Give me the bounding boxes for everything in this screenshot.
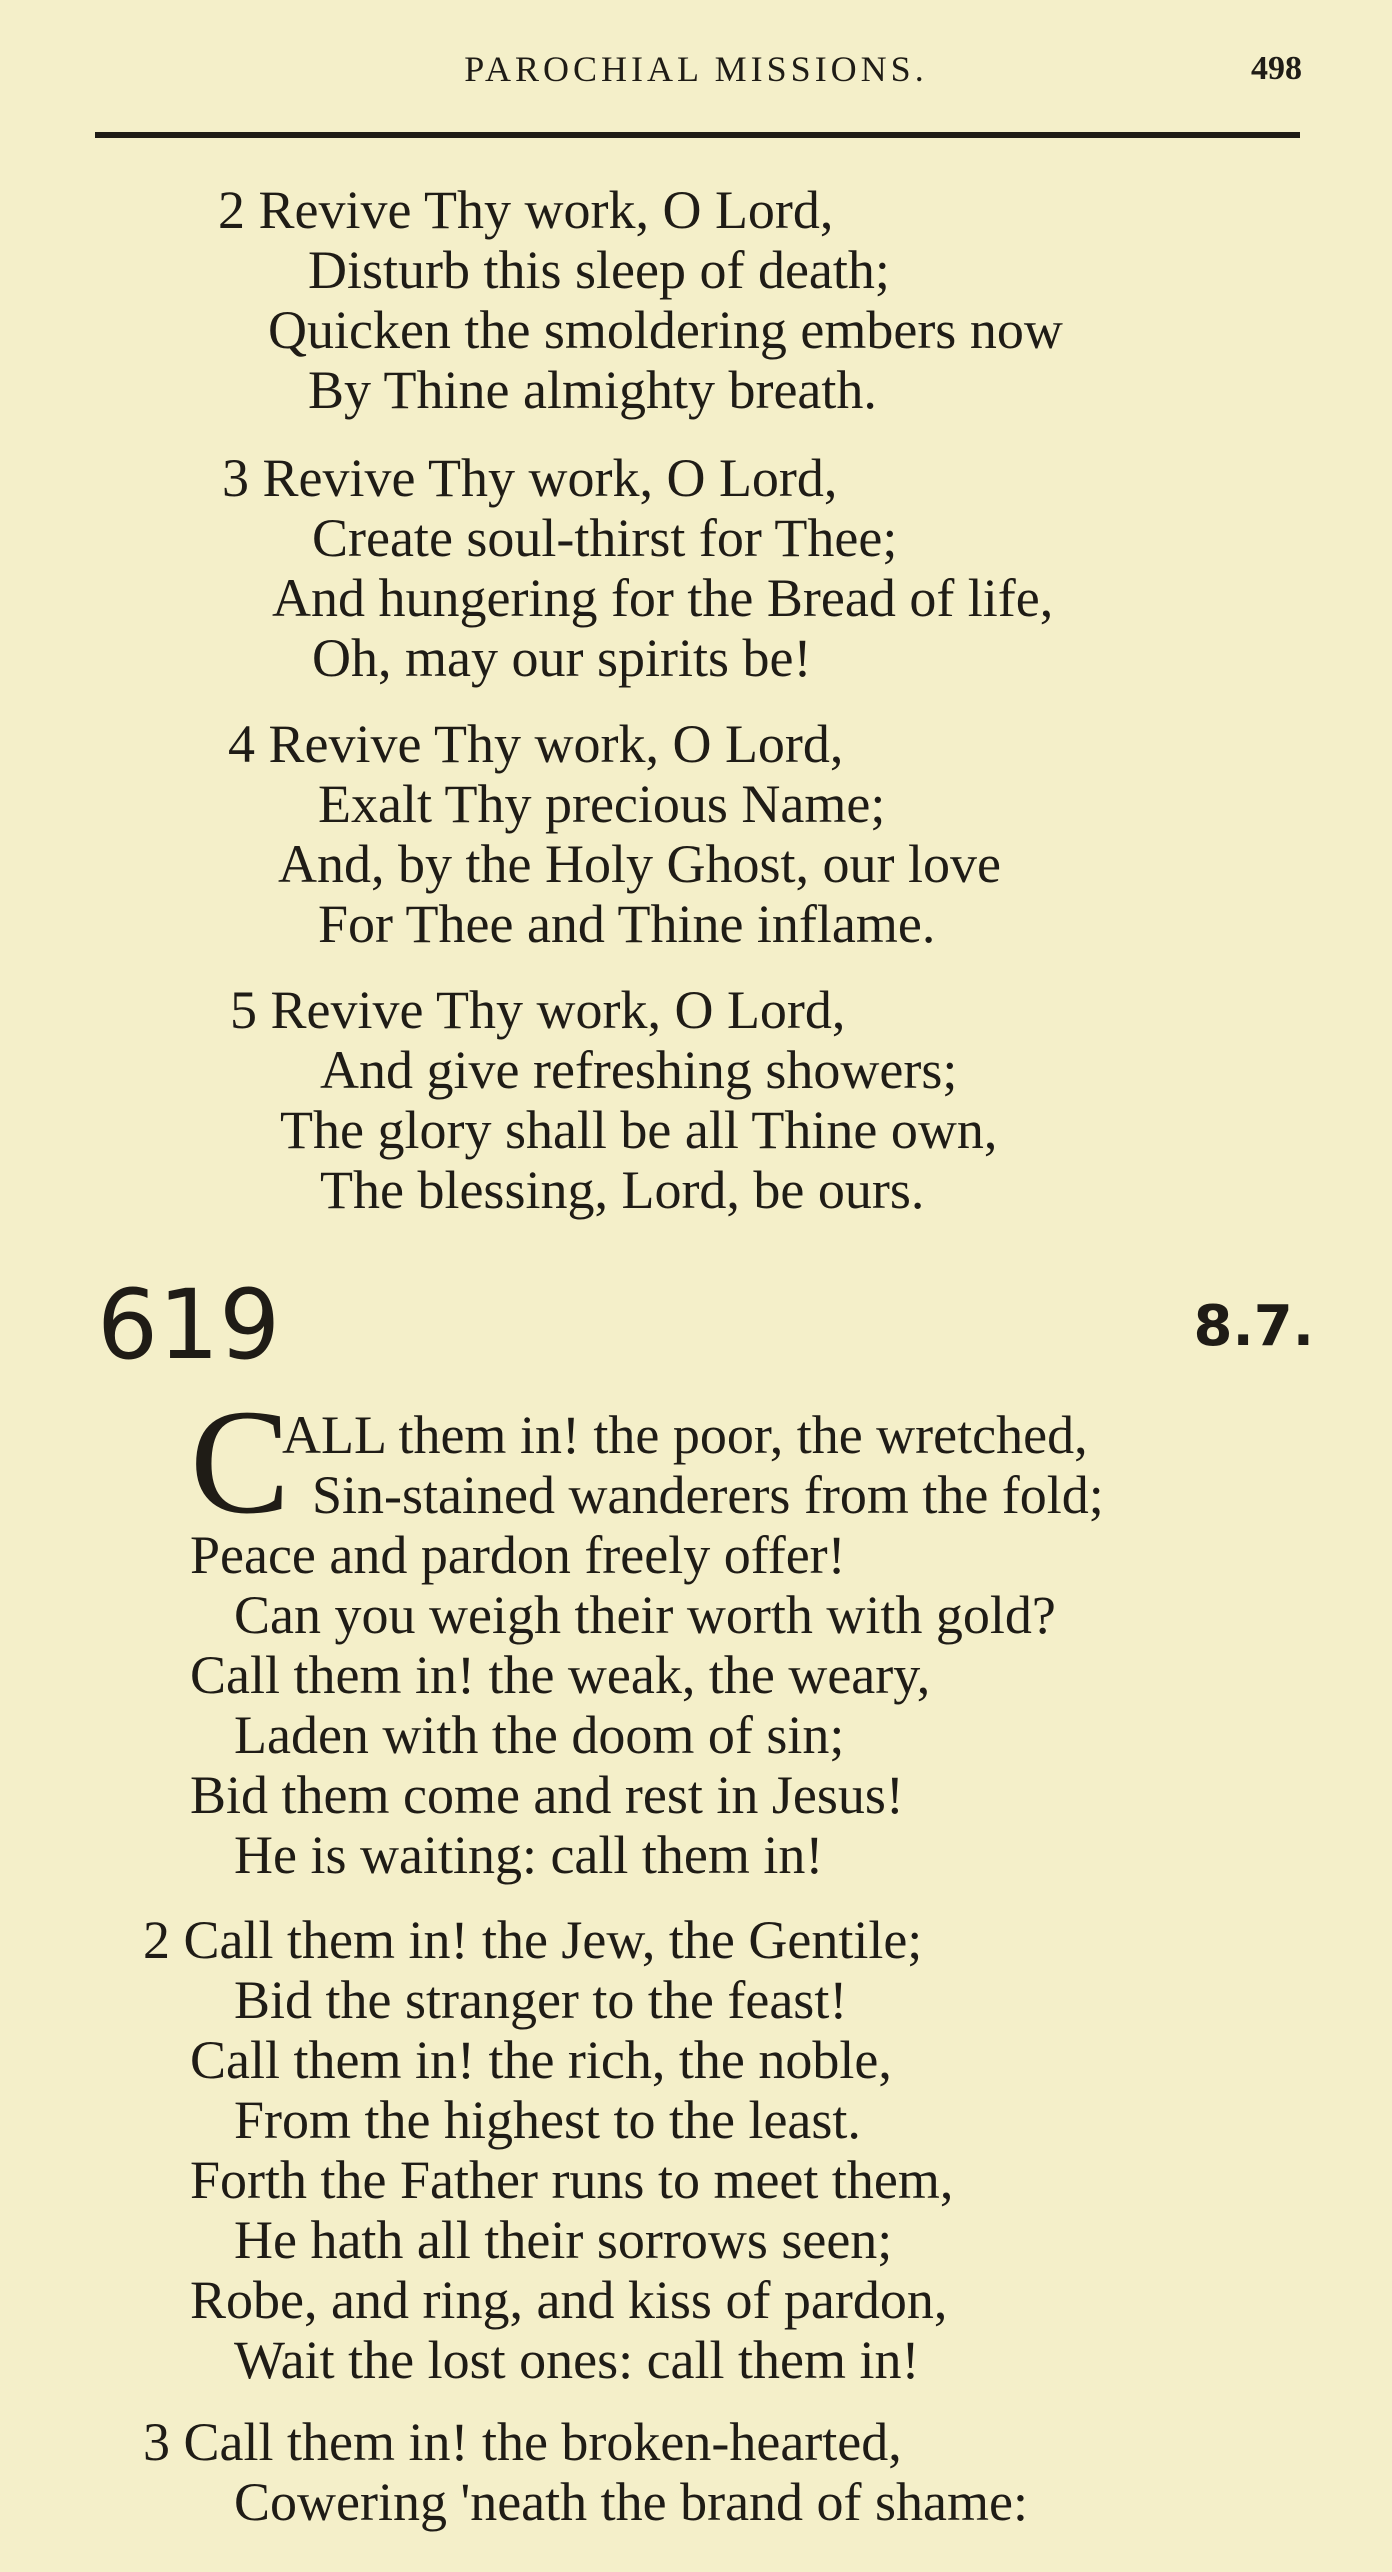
hymn-number: 619 xyxy=(97,1269,281,1381)
hymn-stanza-1-line-1: ALL them in! the poor, the wretched, xyxy=(282,1405,1088,1465)
hymn-stanza-1-line-2: Sin-stained wanderers from the fold; xyxy=(312,1465,1104,1525)
hymn-stanza-3-line-2: Cowering 'neath the brand of shame: xyxy=(234,2472,1028,2532)
hymn-stanza-2-line-7: Robe, and ring, and kiss of pardon, xyxy=(190,2270,948,2330)
hymn-stanza-1-line-7: Bid them come and rest in Jesus! xyxy=(190,1765,904,1825)
stanza-3-line-2: Create soul-thirst for Thee; xyxy=(312,508,898,568)
stanza-5-line-3: The glory shall be all Thine own, xyxy=(280,1100,998,1160)
stanza-2-line-4: By Thine almighty breath. xyxy=(308,360,877,420)
page-number: 498 xyxy=(1251,50,1302,87)
stanza-2-line-2: Disturb this sleep of death; xyxy=(308,240,890,300)
hymn-stanza-2-line-3: Call them in! the rich, the noble, xyxy=(190,2030,892,2090)
running-title: PAROCHIAL MISSIONS. xyxy=(464,49,928,89)
hymn-stanza-3-line-1: 3 Call them in! the broken-hearted, xyxy=(143,2412,902,2472)
running-head xyxy=(0,48,1392,98)
hymn-stanza-2-line-4: From the highest to the least. xyxy=(234,2090,861,2150)
hymn-stanza-1-line-5: Call them in! the weak, the weary, xyxy=(190,1645,931,1705)
hymn-stanza-2-line-2: Bid the stranger to the feast! xyxy=(234,1970,848,2030)
header-rule xyxy=(95,132,1300,138)
stanza-3-line-4: Oh, may our spirits be! xyxy=(312,628,812,688)
hymn-stanza-1-line-6: Laden with the doom of sin; xyxy=(234,1705,845,1765)
stanza-2-line-1: 2 Revive Thy work, O Lord, xyxy=(218,180,834,240)
stanza-5-line-2: And give refreshing showers; xyxy=(320,1040,958,1100)
stanza-4-line-3: And, by the Holy Ghost, our love xyxy=(278,834,1001,894)
drop-cap: C xyxy=(190,1379,291,1545)
stanza-4-line-1: 4 Revive Thy work, O Lord, xyxy=(228,714,844,774)
hymn-stanza-1-line-3: Peace and pardon freely offer! xyxy=(190,1525,846,1585)
hymn-stanza-2-line-5: Forth the Father runs to meet them, xyxy=(190,2150,954,2210)
hymn-stanza-1-line-8: He is waiting: call them in! xyxy=(234,1825,824,1885)
hymn-stanza-2-line-6: He hath all their sorrows seen; xyxy=(234,2210,893,2270)
hymn-stanza-2-line-8: Wait the lost ones: call them in! xyxy=(234,2330,920,2390)
stanza-4-line-2: Exalt Thy precious Name; xyxy=(318,774,886,834)
hymn-meter: 8.7. xyxy=(1193,1294,1314,1359)
stanza-5-line-1: 5 Revive Thy work, O Lord, xyxy=(230,980,846,1040)
stanza-3-line-3: And hungering for the Bread of life, xyxy=(272,568,1054,628)
stanza-5-line-4: The blessing, Lord, be ours. xyxy=(320,1160,925,1220)
stanza-2-line-3: Quicken the smoldering embers now xyxy=(268,300,1063,360)
hymn-stanza-2-line-1: 2 Call them in! the Jew, the Gentile; xyxy=(143,1910,923,1970)
hymn-stanza-1-line-4: Can you weigh their worth with gold? xyxy=(234,1585,1056,1645)
stanza-3-line-1: 3 Revive Thy work, O Lord, xyxy=(222,448,838,508)
stanza-4-line-4: For Thee and Thine inflame. xyxy=(318,894,936,954)
